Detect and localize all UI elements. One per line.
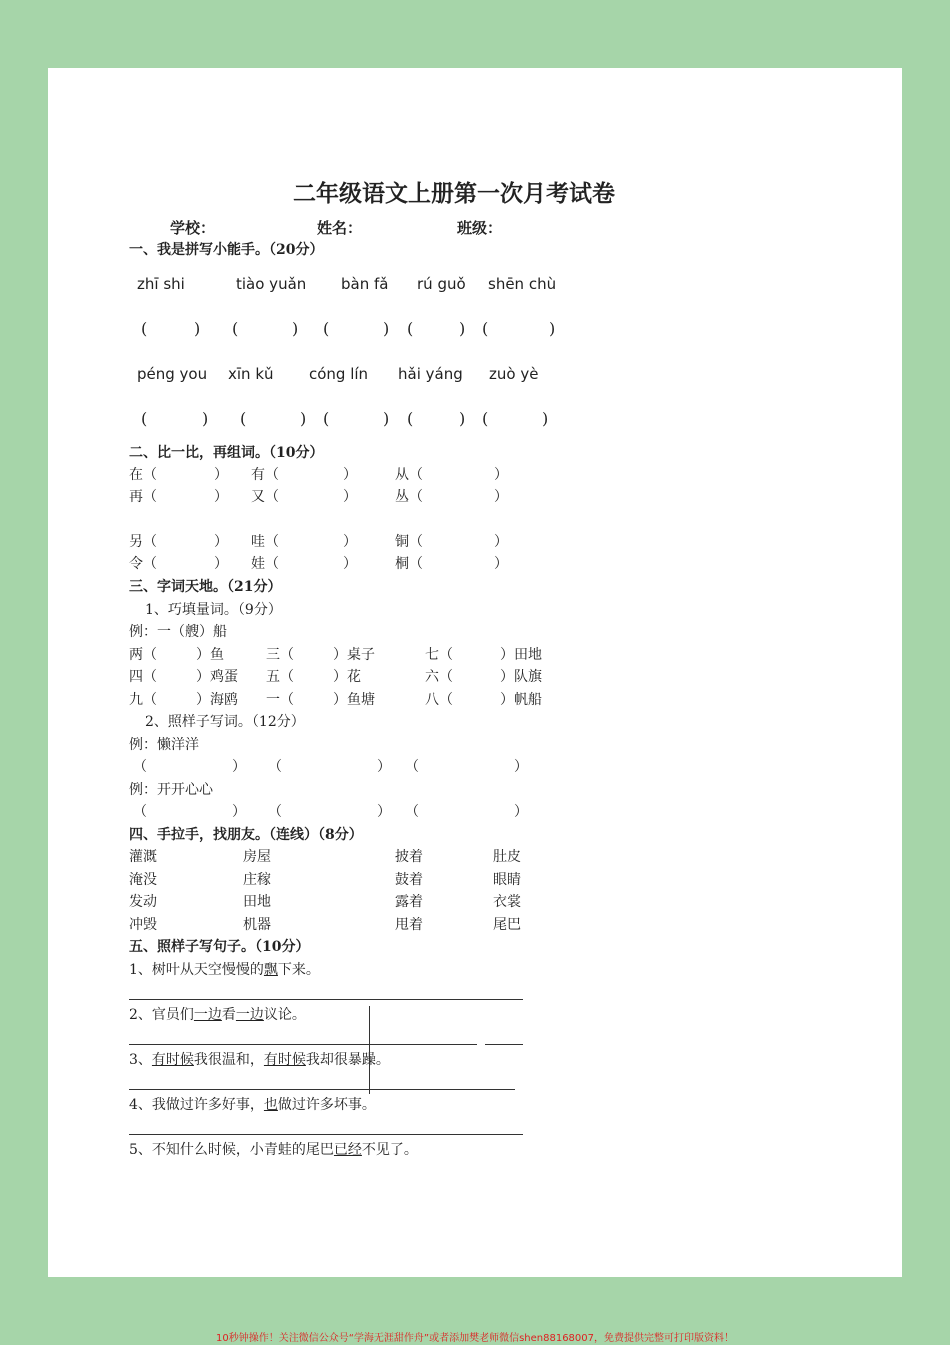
bracket-close: ）: [214, 489, 228, 505]
example-text: 例：开开心心: [129, 782, 213, 798]
school-label: 学校：: [170, 219, 216, 237]
pinyin: xīn kǔ: [228, 365, 274, 383]
match-word: 发动: [129, 894, 157, 910]
answer-bracket-close: ): [459, 409, 466, 428]
bracket-close: ）: [343, 467, 357, 483]
measure-word-item: 五（: [266, 669, 294, 685]
pinyin: zuò yè: [489, 365, 539, 383]
compare-char: 丛（: [395, 489, 423, 505]
promo-footer: 10秒钟操作！关注微信公众号“学海无涯甜作舟”或者添加樊老师微信shen88168007，免费提供完整可打印版资料！: [215, 1333, 735, 1344]
sentence-4: 4、我做过许多好事，也做过许多坏事。: [129, 1097, 376, 1113]
compare-char: 从（: [395, 467, 423, 483]
section-5-heading: 五、照样子写句子。（10分）: [129, 939, 310, 955]
sentence-2: 2、官员们一边看一边议论。: [129, 1007, 306, 1023]
answer-line: [485, 1044, 523, 1045]
pinyin: bàn fǎ: [341, 275, 389, 293]
bracket-close: ）: [343, 489, 357, 505]
answer-bracket-close: ): [459, 319, 466, 338]
pinyin: hǎi yáng: [398, 365, 463, 383]
compare-char: 桐（: [395, 556, 423, 572]
measure-word-item: 六（: [425, 669, 453, 685]
answer-line: [129, 1089, 515, 1090]
match-word: 甩着: [395, 917, 423, 933]
match-word: 披着: [395, 849, 423, 865]
bracket-close: ）: [377, 804, 391, 820]
match-word: 露着: [395, 894, 423, 910]
compare-char: 在（: [129, 467, 157, 483]
compare-char: 有（: [251, 467, 279, 483]
bracket-open: （: [405, 759, 419, 775]
compare-char: 哇（: [251, 534, 279, 550]
measure-word-item: 两（: [129, 647, 157, 663]
answer-bracket-open: (: [240, 409, 247, 428]
compare-char: 再（: [129, 489, 157, 505]
match-word: 淹没: [129, 872, 157, 888]
compare-char: 娃（: [251, 556, 279, 572]
bracket-close: ）: [232, 804, 246, 820]
name-label: 姓名：: [317, 219, 363, 237]
answer-bracket-open: (: [141, 409, 148, 428]
match-word: 肚皮: [493, 849, 521, 865]
answer-line: [129, 1044, 477, 1045]
bracket-close: ）: [232, 759, 246, 775]
match-word: 尾巴: [493, 917, 521, 933]
measure-word-item: 一（: [266, 692, 294, 708]
pinyin: péng you: [137, 365, 208, 383]
bracket-close: ）: [494, 534, 508, 550]
answer-line: [129, 999, 523, 1000]
class-label: 班级：: [457, 219, 503, 237]
bracket-open: （: [133, 804, 147, 820]
match-word: 眼睛: [493, 872, 521, 888]
sentence-5: 5、不知什么时候，小青蛙的尾巴已经不见了。: [129, 1142, 418, 1158]
bracket-close: ）: [494, 467, 508, 483]
answer-bracket-close: ): [292, 319, 299, 338]
answer-bracket-open: (: [407, 319, 414, 338]
section-1-heading: 一、我是拼写小能手。（20分）: [129, 242, 324, 258]
bracket-close: ）: [494, 556, 508, 572]
measure-word-item: ）鱼塘: [333, 692, 375, 708]
divider-line: [369, 1006, 370, 1094]
answer-bracket-open: (: [141, 319, 148, 338]
answer-bracket-open: (: [482, 409, 489, 428]
bracket-close: ）: [214, 556, 228, 572]
compare-char: 铜（: [395, 534, 423, 550]
measure-word-item: ）鱼: [196, 647, 224, 663]
example-text: 例：懒洋洋: [129, 737, 199, 753]
pinyin: zhī shi: [137, 275, 185, 293]
bracket-close: ）: [214, 467, 228, 483]
answer-bracket-open: (: [407, 409, 414, 428]
example-text: 例：一（艘）船: [129, 624, 227, 640]
measure-word-item: ）帆船: [500, 692, 542, 708]
compare-char: 另（: [129, 534, 157, 550]
match-word: 衣裳: [493, 894, 521, 910]
section-4-heading: 四、手拉手，找朋友。（连线）（8分）: [129, 827, 363, 843]
pinyin: rú guǒ: [417, 275, 466, 293]
bracket-open: （: [405, 804, 419, 820]
answer-bracket-open: (: [232, 319, 239, 338]
measure-word-item: 三（: [266, 647, 294, 663]
match-word: 田地: [243, 894, 271, 910]
section-2-heading: 二、比一比，再组词。（10分）: [129, 445, 324, 461]
match-word: 灌溉: [129, 849, 157, 865]
sentence-1: 1、树叶从天空慢慢的飘下来。: [129, 962, 320, 978]
answer-bracket-close: ): [549, 319, 556, 338]
bracket-close: ）: [494, 489, 508, 505]
compare-char: 又（: [251, 489, 279, 505]
answer-bracket-close: ): [300, 409, 307, 428]
bracket-close: ）: [343, 556, 357, 572]
answer-bracket-close: ): [383, 319, 390, 338]
bracket-close: ）: [514, 804, 528, 820]
answer-bracket-close: ): [542, 409, 549, 428]
match-word: 庄稼: [243, 872, 271, 888]
pinyin: cóng lín: [309, 365, 369, 383]
measure-word-item: ）鸡蛋: [196, 669, 238, 685]
match-word: 机器: [243, 917, 271, 933]
sentence-3: 3、有时候我很温和，有时候我却很暴躁。: [129, 1052, 390, 1068]
section-3-heading: 三、字词天地。（21分）: [129, 579, 282, 595]
measure-word-item: ）花: [333, 669, 361, 685]
answer-line: [129, 1134, 523, 1135]
answer-bracket-open: (: [482, 319, 489, 338]
bracket-open: （: [268, 759, 282, 775]
subsection-heading: 2、照样子写词。（12分）: [145, 714, 305, 730]
pinyin: tiào yuǎn: [236, 275, 307, 293]
bracket-close: ）: [214, 534, 228, 550]
bracket-open: （: [268, 804, 282, 820]
measure-word-item: ）海鸥: [196, 692, 238, 708]
answer-bracket-open: (: [323, 409, 330, 428]
pinyin: shēn chù: [488, 275, 557, 293]
bracket-close: ）: [514, 759, 528, 775]
bracket-open: （: [133, 759, 147, 775]
page-title: 二年级语文上册第一次月考试卷: [293, 180, 615, 207]
measure-word-item: 七（: [425, 647, 453, 663]
measure-word-item: ）田地: [500, 647, 542, 663]
answer-bracket-open: (: [323, 319, 330, 338]
measure-word-item: ）队旗: [500, 669, 542, 685]
match-word: 房屋: [243, 849, 271, 865]
bracket-close: ）: [343, 534, 357, 550]
measure-word-item: 九（: [129, 692, 157, 708]
match-word: 冲毁: [129, 917, 157, 933]
measure-word-item: 八（: [425, 692, 453, 708]
bracket-close: ）: [377, 759, 391, 775]
measure-word-item: 四（: [129, 669, 157, 685]
answer-bracket-close: ): [202, 409, 209, 428]
measure-word-item: ）桌子: [333, 647, 375, 663]
answer-bracket-close: ): [383, 409, 390, 428]
compare-char: 令（: [129, 556, 157, 572]
answer-bracket-close: ): [194, 319, 201, 338]
subsection-heading: 1、巧填量词。（9分）: [145, 602, 282, 618]
match-word: 鼓着: [395, 872, 423, 888]
